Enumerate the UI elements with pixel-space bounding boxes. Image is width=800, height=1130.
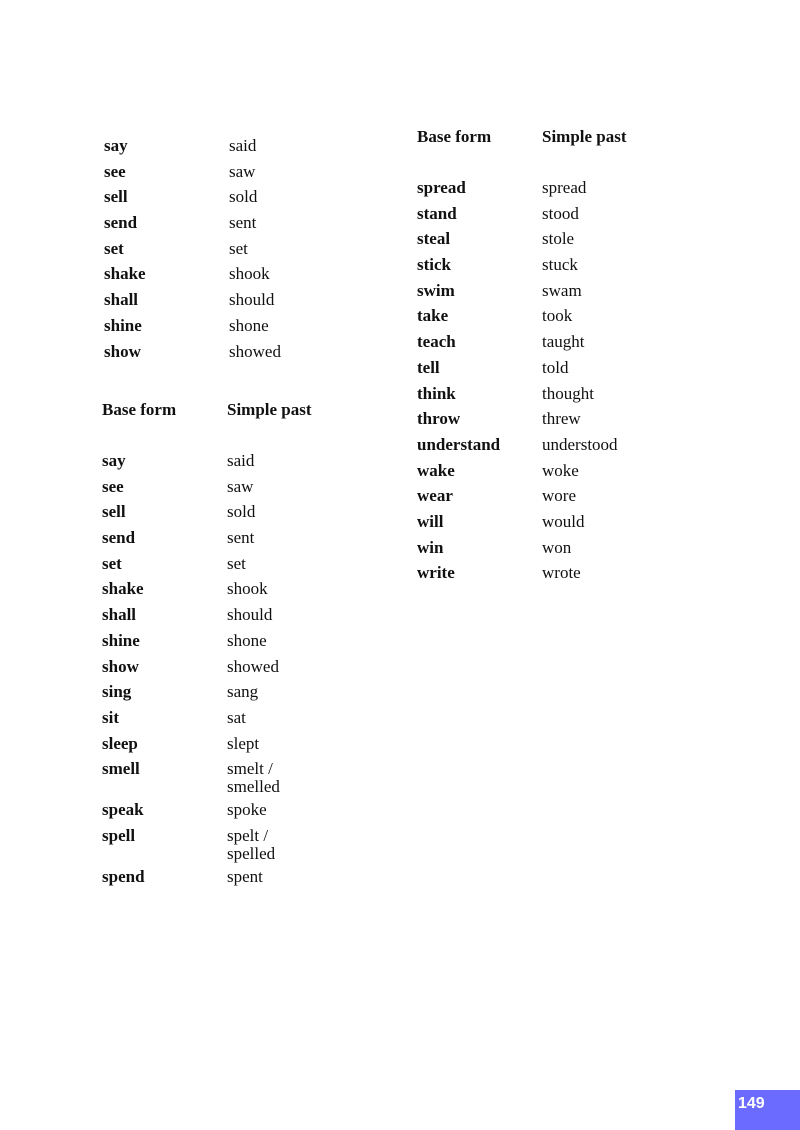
simple-past-cell: understood <box>542 434 618 454</box>
simple-past-cell: said <box>229 136 257 155</box>
simple-past-cell: wore <box>542 486 576 506</box>
simple-past-cell: sold <box>229 187 258 207</box>
base-form-cell: smell <box>102 759 140 779</box>
simple-past-cell: spoke <box>227 800 267 820</box>
base-form-cell: wear <box>417 486 453 506</box>
right-verb-table-block <box>417 128 717 590</box>
base-form-cell: steal <box>417 229 451 249</box>
verb-row <box>104 214 349 240</box>
simple-past-cell: sat <box>227 707 246 727</box>
base-form-cell: see <box>102 476 124 496</box>
base-form-cell: set <box>102 553 122 573</box>
base-form-cell: will <box>417 511 444 531</box>
verb-row <box>417 179 662 205</box>
verb-row <box>417 256 662 282</box>
simple-past-cell: showed <box>227 656 279 676</box>
simple-past-cell: sold <box>227 502 256 522</box>
simple-past-cell: sent <box>227 528 255 548</box>
verb-row <box>417 487 662 513</box>
left-verb-table-block <box>102 401 402 894</box>
verb-row <box>102 801 347 827</box>
verb-row <box>104 343 349 369</box>
base-form-cell: throw <box>417 409 461 429</box>
verb-row <box>102 580 347 606</box>
verb-row <box>102 529 347 555</box>
base-form-cell: shake <box>104 264 146 284</box>
simple-past-cell: taught <box>542 332 585 352</box>
verb-row <box>102 632 347 658</box>
base-form-cell: sit <box>102 707 119 727</box>
verb-row <box>417 513 662 539</box>
verb-row <box>417 564 662 590</box>
base-form-cell: swim <box>417 280 455 300</box>
simple-past-cell: stood <box>542 203 579 223</box>
simple-past-cell: woke <box>542 460 579 480</box>
base-form-cell: stand <box>417 203 457 223</box>
base-form-cell: show <box>102 656 139 676</box>
base-form-cell: sleep <box>102 733 138 753</box>
simple-past-cell: set <box>227 553 246 573</box>
base-form-cell: sing <box>102 682 132 702</box>
verb-row <box>417 410 662 436</box>
base-form-cell: sell <box>102 502 126 522</box>
page-number: 149 <box>738 1095 765 1112</box>
simple-past-header: Simple past <box>227 400 312 419</box>
verb-row <box>104 137 349 163</box>
simple-past-cell: threw <box>542 409 581 429</box>
base-form-cell: shine <box>102 630 140 650</box>
base-form-cell: tell <box>417 357 440 377</box>
base-form-cell: see <box>104 161 126 181</box>
verb-row <box>104 291 349 317</box>
base-form-cell: spread <box>417 178 466 197</box>
verb-row <box>417 385 662 411</box>
verb-row <box>417 333 662 359</box>
simple-past-line-alt: smelled <box>227 777 280 797</box>
verb-row <box>102 827 347 868</box>
base-form-header: Base form <box>417 127 492 146</box>
base-form-cell: set <box>104 238 124 258</box>
verb-row <box>104 265 349 291</box>
base-form-cell: send <box>104 213 138 233</box>
simple-past-cell: spent <box>227 866 263 886</box>
top-verb-table <box>104 137 349 368</box>
base-form-cell: show <box>104 341 141 361</box>
base-form-header: Base form <box>102 400 177 419</box>
left-table-header <box>102 401 347 452</box>
verb-row <box>102 760 347 801</box>
simple-past-cell: swam <box>542 280 582 300</box>
simple-past-cell: would <box>542 511 585 531</box>
simple-past-cell: saw <box>229 161 256 181</box>
simple-past-cell: showed <box>229 341 281 361</box>
verb-row <box>102 683 347 709</box>
simple-past-line: spelt / <box>227 825 269 845</box>
left-verb-table <box>102 401 347 894</box>
simple-past-line-alt: spelled <box>227 843 276 863</box>
verb-row <box>417 539 662 565</box>
verb-row <box>102 735 347 761</box>
base-form-cell: say <box>104 136 128 155</box>
base-form-cell: speak <box>102 800 144 820</box>
verb-row <box>417 307 662 333</box>
simple-past-header: Simple past <box>542 127 627 146</box>
right-verb-table <box>417 128 662 590</box>
verb-row <box>104 163 349 189</box>
verb-row <box>102 452 347 478</box>
simple-past-cell: sent <box>229 213 257 233</box>
simple-past-cell: shone <box>227 630 267 650</box>
top-verb-rows <box>104 137 349 368</box>
simple-past-cell: stole <box>542 229 575 249</box>
simple-past-cell: slept <box>227 733 260 753</box>
verb-row <box>417 205 662 231</box>
simple-past-cell: wrote <box>542 563 581 583</box>
verb-row <box>102 709 347 735</box>
simple-past-cell: shook <box>227 579 268 599</box>
simple-past-cell: thought <box>542 383 594 403</box>
verb-row <box>102 658 347 684</box>
verb-row <box>102 503 347 529</box>
base-form-cell: spell <box>102 825 136 845</box>
verb-row <box>102 478 347 504</box>
base-form-cell: shall <box>104 290 139 310</box>
simple-past-cell: spread <box>542 178 587 197</box>
base-form-cell: send <box>102 528 136 548</box>
page-number-badge <box>735 1090 800 1130</box>
simple-past-cell: set <box>229 238 248 258</box>
simple-past-cell: sang <box>227 682 259 702</box>
left-verb-rows <box>102 401 347 894</box>
top-verb-list <box>104 137 404 368</box>
verb-row <box>104 240 349 266</box>
verb-row <box>104 188 349 214</box>
verb-row <box>104 317 349 343</box>
verb-row <box>102 868 347 894</box>
verb-row <box>417 230 662 256</box>
right-table-header <box>417 128 662 179</box>
verb-row <box>417 282 662 308</box>
simple-past-cell: stuck <box>542 255 578 275</box>
verb-row <box>102 606 347 632</box>
simple-past-cell: told <box>542 357 569 377</box>
simple-past-line: smelt / <box>227 759 273 779</box>
base-form-cell: sell <box>104 187 128 207</box>
base-form-cell: spend <box>102 866 145 886</box>
simple-past-cell: said <box>227 451 255 470</box>
base-form-cell: say <box>102 451 126 470</box>
base-form-cell: shake <box>102 579 144 599</box>
right-verb-rows <box>417 128 662 590</box>
verb-row <box>417 359 662 385</box>
simple-past-cell: should <box>229 290 275 310</box>
base-form-cell: understand <box>417 434 501 454</box>
simple-past-cell: saw <box>227 476 254 496</box>
simple-past-cell: shook <box>229 264 270 284</box>
base-form-cell: wake <box>417 460 455 480</box>
simple-past-cell <box>227 760 347 801</box>
simple-past-cell: took <box>542 306 573 326</box>
base-form-cell: think <box>417 383 456 403</box>
base-form-cell: win <box>417 537 444 557</box>
simple-past-cell: shone <box>229 315 269 335</box>
base-form-cell: shall <box>102 605 137 625</box>
base-form-cell: stick <box>417 255 451 275</box>
verb-row <box>417 436 662 462</box>
base-form-cell: take <box>417 306 449 326</box>
simple-past-cell: won <box>542 537 572 557</box>
base-form-cell: teach <box>417 332 456 352</box>
verb-row <box>417 462 662 488</box>
base-form-cell: shine <box>104 315 142 335</box>
simple-past-cell <box>227 827 347 868</box>
base-form-cell: write <box>417 563 455 583</box>
simple-past-cell: should <box>227 605 273 625</box>
verb-row <box>102 555 347 581</box>
